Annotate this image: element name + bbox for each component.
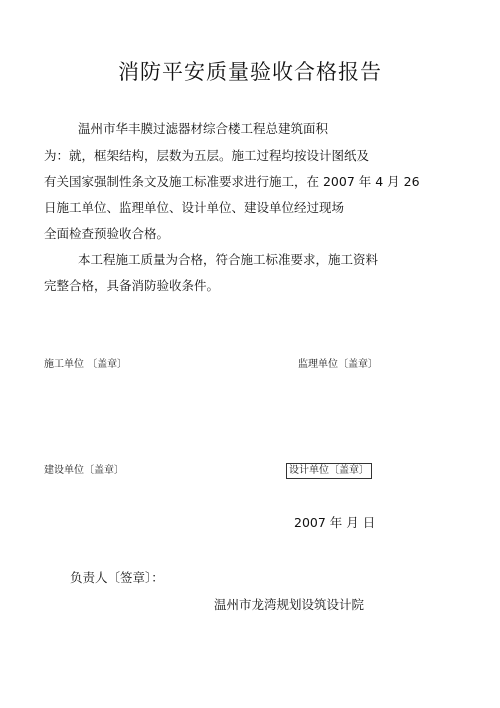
responsible-person-signature: 负责人〔签章〕： bbox=[70, 570, 164, 585]
report-title: 消防平安质量验收合格报告 bbox=[118, 60, 382, 84]
paragraph1-line1: 温州市华丰膜过滤器材综合楼工程总建筑面积 bbox=[78, 121, 329, 136]
report-date: 2007 年 月 日 bbox=[294, 515, 376, 530]
paragraph1-line5: 全面检查预验收合格。 bbox=[44, 226, 170, 241]
paragraph2-line2: 完整合格，具备消防验收条件。 bbox=[44, 278, 220, 293]
paragraph1-line4: 日施工单位、监理单位、设计单位、建设单位经过现场 bbox=[44, 200, 345, 215]
supervision-unit-seal: 监理单位〔盖章〕 bbox=[298, 359, 378, 370]
construction-unit-seal: 施工单位 〔盖章〕 bbox=[44, 359, 128, 370]
paragraph1-line3: 有关国家强制性条文及施工标准要求进行施工，在 2007 年 4 月 26 bbox=[44, 174, 420, 189]
paragraph1-line2: 为：就，框架结构，层数为五层。施工过程均按设计图纸及 bbox=[44, 148, 370, 163]
company-name: 温州市龙湾规划设筑设计院 bbox=[214, 597, 365, 612]
owner-unit-seal: 建设单位〔盖章〕 bbox=[44, 465, 124, 476]
design-unit-seal: 设计单位〔盖章〕 bbox=[286, 463, 372, 479]
paragraph2-line1: 本工程施工质量为合格，符合施工标准要求，施工资料 bbox=[78, 252, 379, 267]
